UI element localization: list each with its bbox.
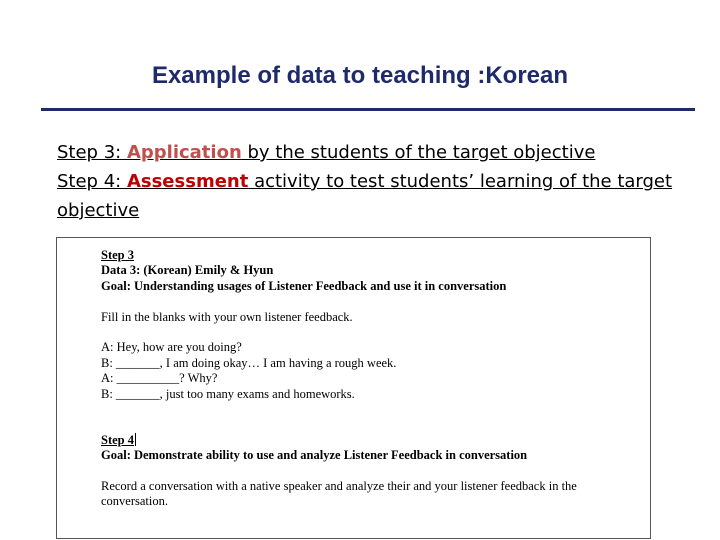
step3-heading: Step 3: [101, 248, 134, 262]
worksheet-document: [101, 248, 636, 510]
dialogue-line: B: _______, I am doing okay… I am having a rough week.: [101, 355, 397, 370]
step4-keyword: Assessment: [126, 171, 249, 192]
step3-rest: by the students of the target objective: [241, 142, 596, 163]
slide-title: Example of data to teaching :Korean: [151, 62, 569, 89]
step4-rest: activity to test students’ learning of the target objective: [57, 171, 673, 221]
worksheet-frame: [56, 237, 651, 539]
instruction-line: Fill in the blanks with your own listener feedback.: [101, 309, 353, 324]
goal3-line: Goal: Understanding usages of Listener Feedback and use it in conversation: [101, 278, 507, 293]
data-line: Data 3: (Korean) Emily & Hyun: [101, 263, 274, 278]
step4-heading: Step 4: [101, 432, 134, 447]
step4-heading-line: [101, 433, 636, 448]
text-caret: [135, 433, 136, 446]
step4-line: [57, 167, 697, 225]
step-list: [57, 138, 697, 225]
dialogue-line: A: Hey, how are you doing?: [101, 340, 242, 355]
step3-line: [57, 138, 697, 167]
step4-prefix: Step 4:: [57, 171, 127, 192]
step3-prefix: Step 3:: [57, 142, 127, 163]
goal4-line: Goal: Demonstrate ability to use and analyze Listener Feedback in conversation: [101, 448, 528, 463]
title-divider: [41, 108, 695, 111]
dialogue-line: B: _______, just too many exams and homeworks.: [101, 386, 355, 401]
step3-keyword: Application: [126, 142, 242, 163]
task-paragraph: Record a conversation with a native speaker and analyze their and your listener feedback in the conversation.: [101, 479, 577, 509]
dialogue-line: A: __________? Why?: [101, 371, 218, 386]
